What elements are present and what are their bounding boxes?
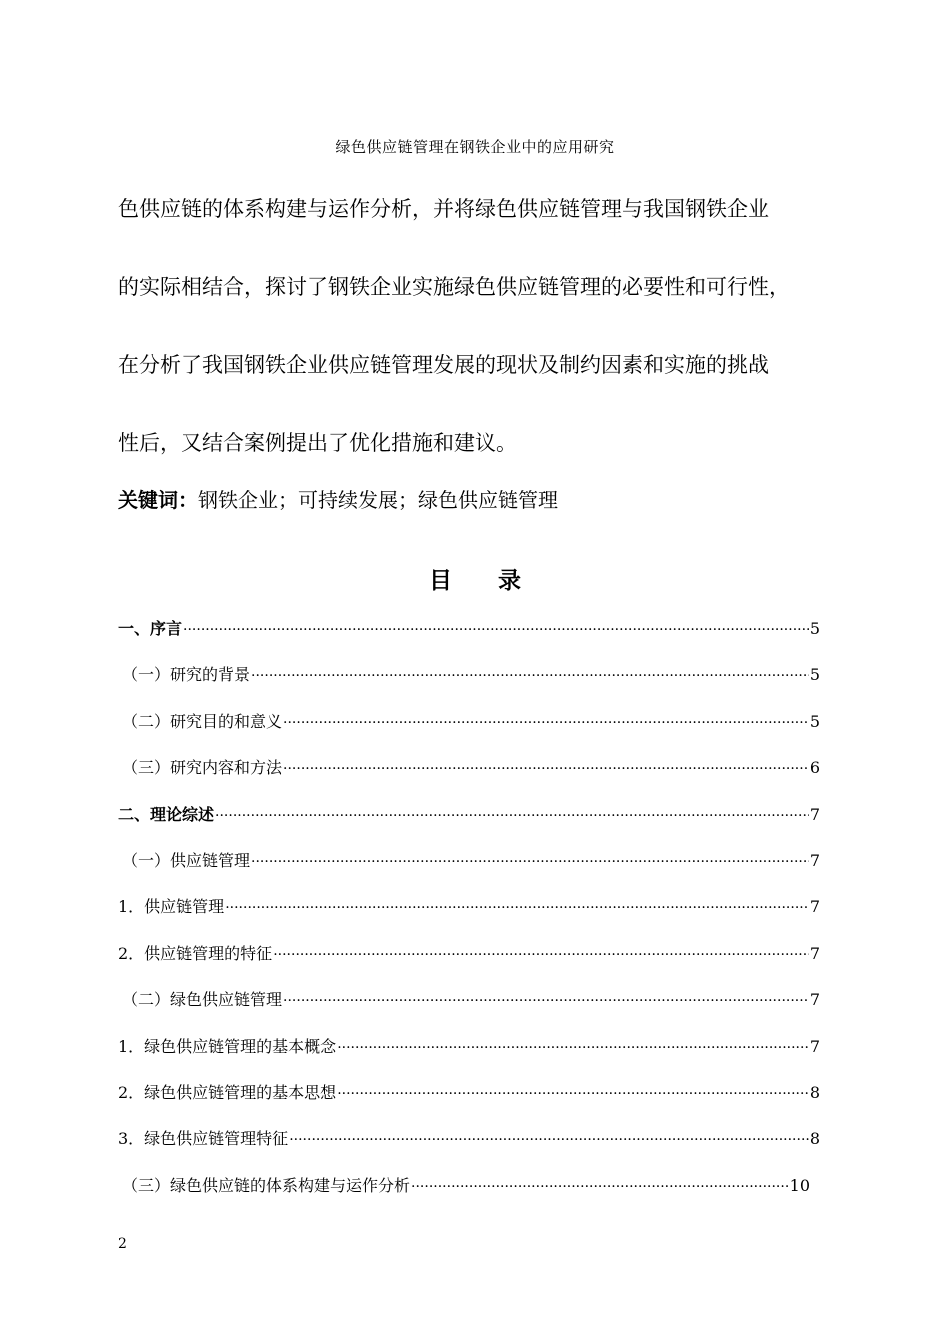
toc-leader-dots	[411, 1169, 789, 1205]
toc-entry[interactable]	[118, 611, 820, 657]
toc-title-left: 目	[429, 568, 452, 594]
toc-entry-text: （二）研究目的和意义	[122, 711, 283, 731]
toc-entry[interactable]	[118, 657, 820, 703]
toc-leader-dots	[289, 1122, 809, 1158]
toc-page-number: 5	[809, 711, 820, 731]
toc-entry[interactable]	[118, 704, 820, 750]
toc-title-right: 录	[498, 568, 521, 594]
toc-entry[interactable]	[118, 889, 820, 935]
toc-entry-text: （三）绿色供应链的体系构建与运作分析	[122, 1175, 411, 1195]
toc-leader-dots	[337, 1076, 809, 1112]
toc-entry-text: （一）研究的背景	[122, 665, 251, 685]
toc-page-number: 7	[809, 990, 820, 1010]
toc-leader-dots	[273, 937, 809, 973]
table-of-contents	[118, 611, 820, 1214]
keywords-label: 关键词：	[118, 488, 198, 512]
toc-entry[interactable]	[118, 936, 820, 982]
toc-title	[0, 562, 950, 595]
toc-entry-text: （一）供应链管理	[122, 850, 251, 870]
toc-leader-dots	[283, 705, 809, 741]
toc-entry-text: （二）绿色供应链管理	[122, 990, 283, 1010]
toc-entry[interactable]	[118, 1075, 820, 1121]
toc-entry-text: 一、序言	[118, 619, 183, 638]
toc-page-number: 7	[809, 804, 820, 824]
keywords-value: 钢铁企业；可持续发展；绿色供应链管理	[198, 488, 558, 512]
toc-entry[interactable]	[118, 1168, 810, 1214]
toc-leader-dots	[337, 1030, 809, 1066]
toc-entry-text: （三）研究内容和方法	[122, 758, 283, 778]
toc-page-number: 8	[809, 1129, 820, 1149]
toc-entry[interactable]	[118, 750, 820, 796]
toc-entry-text: 二、理论综述	[118, 804, 215, 824]
toc-leader-dots	[183, 612, 809, 648]
toc-entry[interactable]	[118, 797, 820, 843]
toc-entry-text: 2．绿色供应链管理的基本思想	[118, 1082, 337, 1102]
toc-leader-dots	[283, 751, 809, 787]
toc-page-number: 7	[809, 897, 820, 917]
paragraph-line: 的实际相结合，探讨了钢铁企业实施绿色供应链管理的必要性和可行性，	[118, 275, 790, 299]
toc-page-number: 5	[809, 619, 820, 638]
toc-leader-dots	[215, 798, 809, 834]
paragraph-line: 色供应链的体系构建与运作分析，并将绿色供应链管理与我国钢铁企业	[118, 197, 769, 221]
page-number: 2	[118, 1236, 127, 1252]
running-header: 绿色供应链管理在钢铁企业中的应用研究	[335, 138, 615, 156]
toc-entry[interactable]	[118, 1029, 820, 1075]
paragraph-line: 性后，又结合案例提出了优化措施和建议。	[118, 431, 517, 455]
toc-page-number: 7	[809, 850, 820, 870]
toc-leader-dots	[251, 658, 809, 694]
toc-entry[interactable]	[118, 843, 820, 889]
toc-page-number: 6	[809, 758, 820, 778]
toc-entry-text: 2．供应链管理的特征	[118, 943, 273, 963]
toc-entry-text: 1．供应链管理	[118, 897, 225, 917]
toc-entry[interactable]	[118, 1121, 820, 1167]
toc-leader-dots	[225, 890, 809, 926]
toc-page-number: 8	[809, 1082, 820, 1102]
toc-page-number: 7	[809, 1036, 820, 1056]
toc-page-number: 10	[789, 1175, 810, 1195]
toc-entry-text: 1．绿色供应链管理的基本概念	[118, 1036, 337, 1056]
toc-page-number: 5	[809, 665, 820, 685]
toc-page-number: 7	[809, 943, 820, 963]
keywords-line	[118, 484, 558, 513]
toc-entry[interactable]	[118, 982, 820, 1028]
toc-entry-text: 3．绿色供应链管理特征	[118, 1129, 289, 1149]
abstract-paragraph	[118, 170, 838, 482]
paragraph-line: 在分析了我国钢铁企业供应链管理发展的现状及制约因素和实施的挑战	[118, 353, 769, 377]
toc-leader-dots	[283, 983, 809, 1019]
toc-leader-dots	[251, 844, 809, 880]
